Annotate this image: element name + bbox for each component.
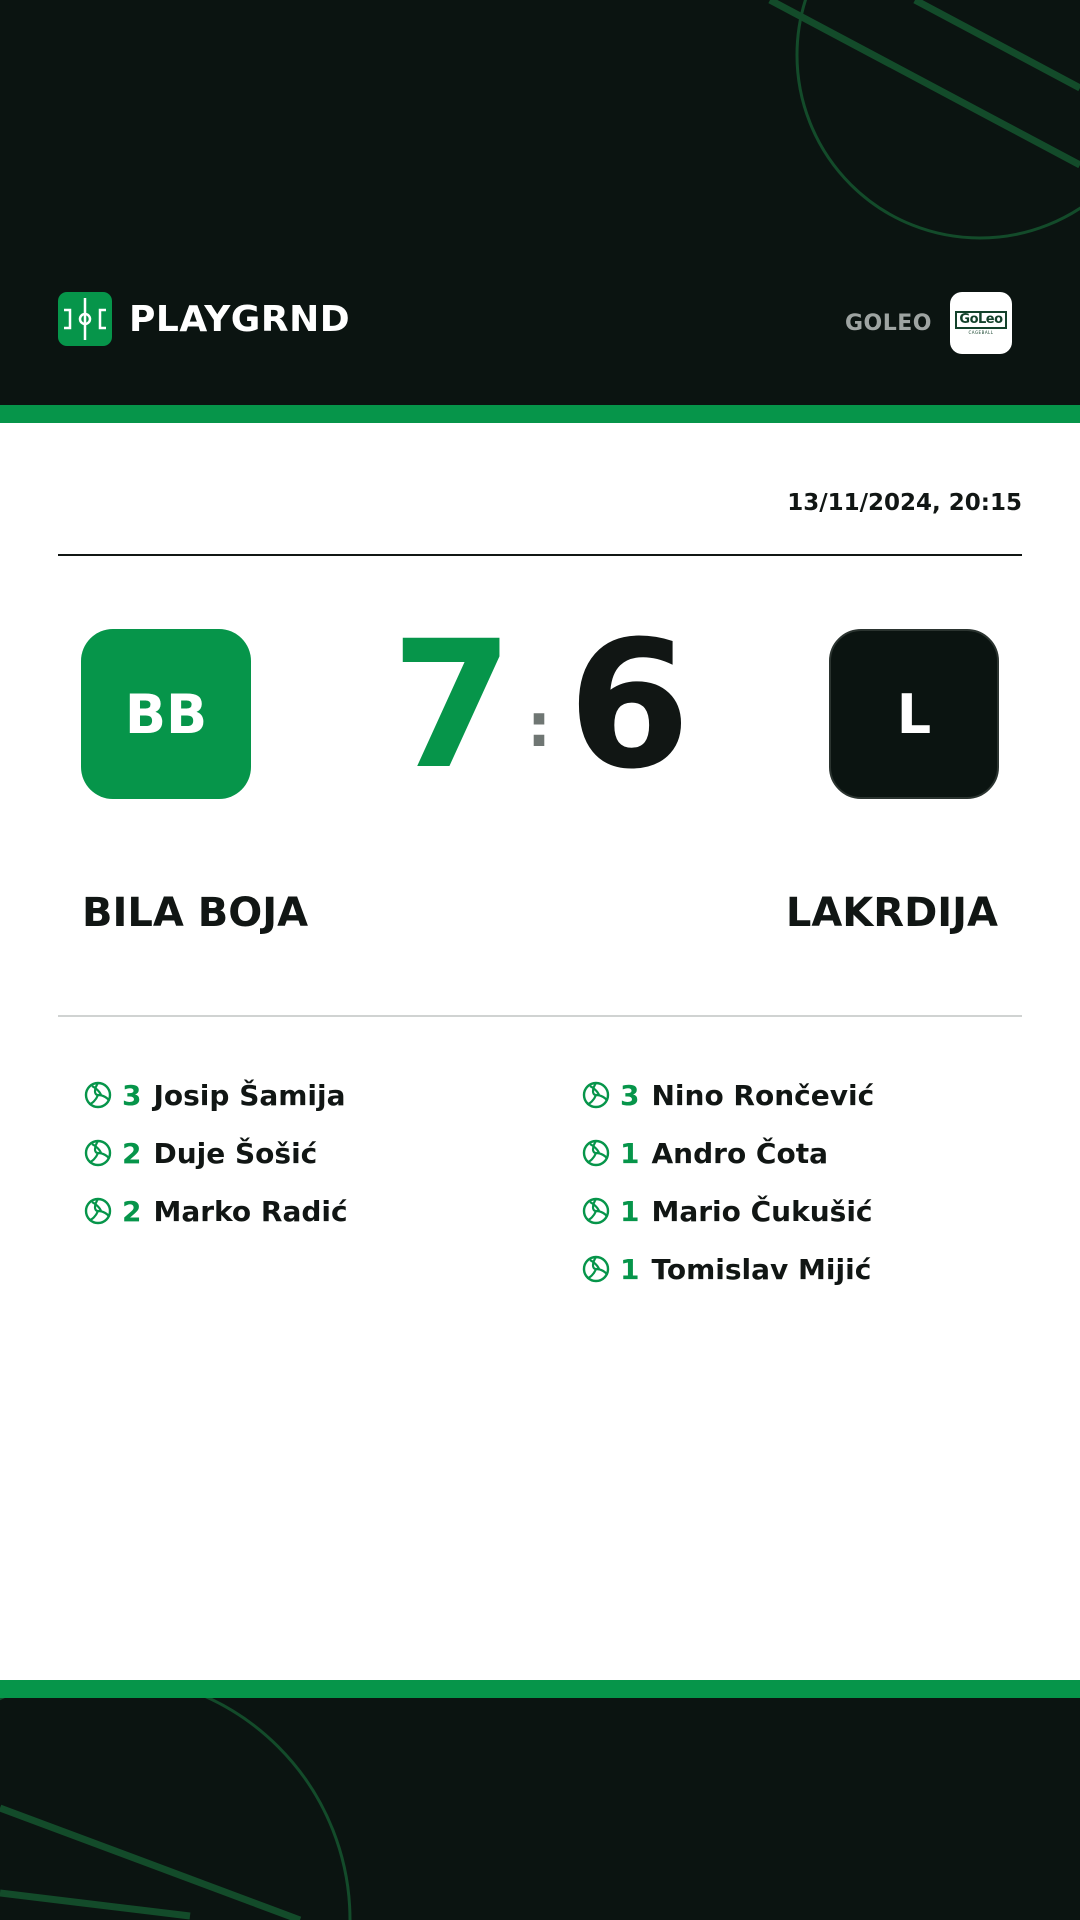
accent-bar-top bbox=[0, 405, 1080, 423]
player-name: Josip Šamija bbox=[153, 1078, 346, 1112]
brand bbox=[58, 292, 350, 346]
scorer-item bbox=[581, 1124, 874, 1182]
partner bbox=[845, 292, 1012, 354]
away-scorers-list bbox=[581, 1066, 874, 1298]
score-separator: : bbox=[527, 691, 551, 761]
away-team-name: LAKRDIJA bbox=[785, 890, 998, 936]
brand-name: PLAYGRND bbox=[129, 298, 351, 340]
scorer-item bbox=[581, 1182, 874, 1240]
accent-bar-bottom bbox=[0, 1680, 1080, 1698]
header bbox=[0, 0, 1080, 405]
ball-icon bbox=[83, 1080, 113, 1110]
player-name: Nino Rončević bbox=[651, 1078, 875, 1112]
ball-icon bbox=[83, 1138, 113, 1168]
home-team-name: BILA BOJA bbox=[82, 890, 309, 936]
player-name: Mario Čukušić bbox=[651, 1194, 873, 1228]
football-pitch-icon bbox=[58, 292, 112, 346]
goal-count: 3 bbox=[620, 1078, 640, 1112]
scorer-item bbox=[83, 1124, 348, 1182]
goal-count: 3 bbox=[122, 1078, 142, 1112]
scorer-item bbox=[581, 1240, 874, 1298]
player-name: Tomislav Mijić bbox=[651, 1252, 872, 1286]
away-score: 6 bbox=[568, 603, 691, 808]
divider bbox=[58, 1015, 1022, 1017]
ball-icon bbox=[581, 1196, 611, 1226]
home-team-badge: BB bbox=[81, 629, 251, 799]
footer bbox=[0, 1698, 1080, 1920]
player-name: Andro Čota bbox=[651, 1136, 828, 1170]
match-datetime: 13/11/2024, 20:15 bbox=[787, 490, 1022, 516]
home-score: 7 bbox=[391, 603, 514, 808]
divider bbox=[58, 554, 1022, 556]
goal-count: 2 bbox=[122, 1194, 142, 1228]
home-scorers-list bbox=[83, 1066, 348, 1240]
player-name: Marko Radić bbox=[153, 1194, 348, 1228]
partner-logo-text: GoLeo bbox=[955, 311, 1006, 329]
ball-icon bbox=[581, 1254, 611, 1284]
goal-count: 1 bbox=[620, 1252, 640, 1286]
ball-icon bbox=[83, 1196, 113, 1226]
partner-name: GOLEO bbox=[844, 310, 932, 336]
partner-logo bbox=[950, 292, 1012, 354]
scorer-item bbox=[83, 1182, 348, 1240]
goal-count: 2 bbox=[122, 1136, 142, 1170]
away-team-badge: L bbox=[829, 629, 999, 799]
partner-logo-subtext: CAGEBALL bbox=[968, 330, 994, 335]
ball-icon bbox=[581, 1080, 611, 1110]
goal-count: 1 bbox=[620, 1136, 640, 1170]
scorer-item bbox=[581, 1066, 874, 1124]
scorer-item bbox=[83, 1066, 348, 1124]
goal-count: 1 bbox=[620, 1194, 640, 1228]
player-name: Duje Šošić bbox=[153, 1136, 318, 1170]
ball-icon bbox=[581, 1138, 611, 1168]
pitch-lines-decoration bbox=[0, 1698, 1080, 1920]
